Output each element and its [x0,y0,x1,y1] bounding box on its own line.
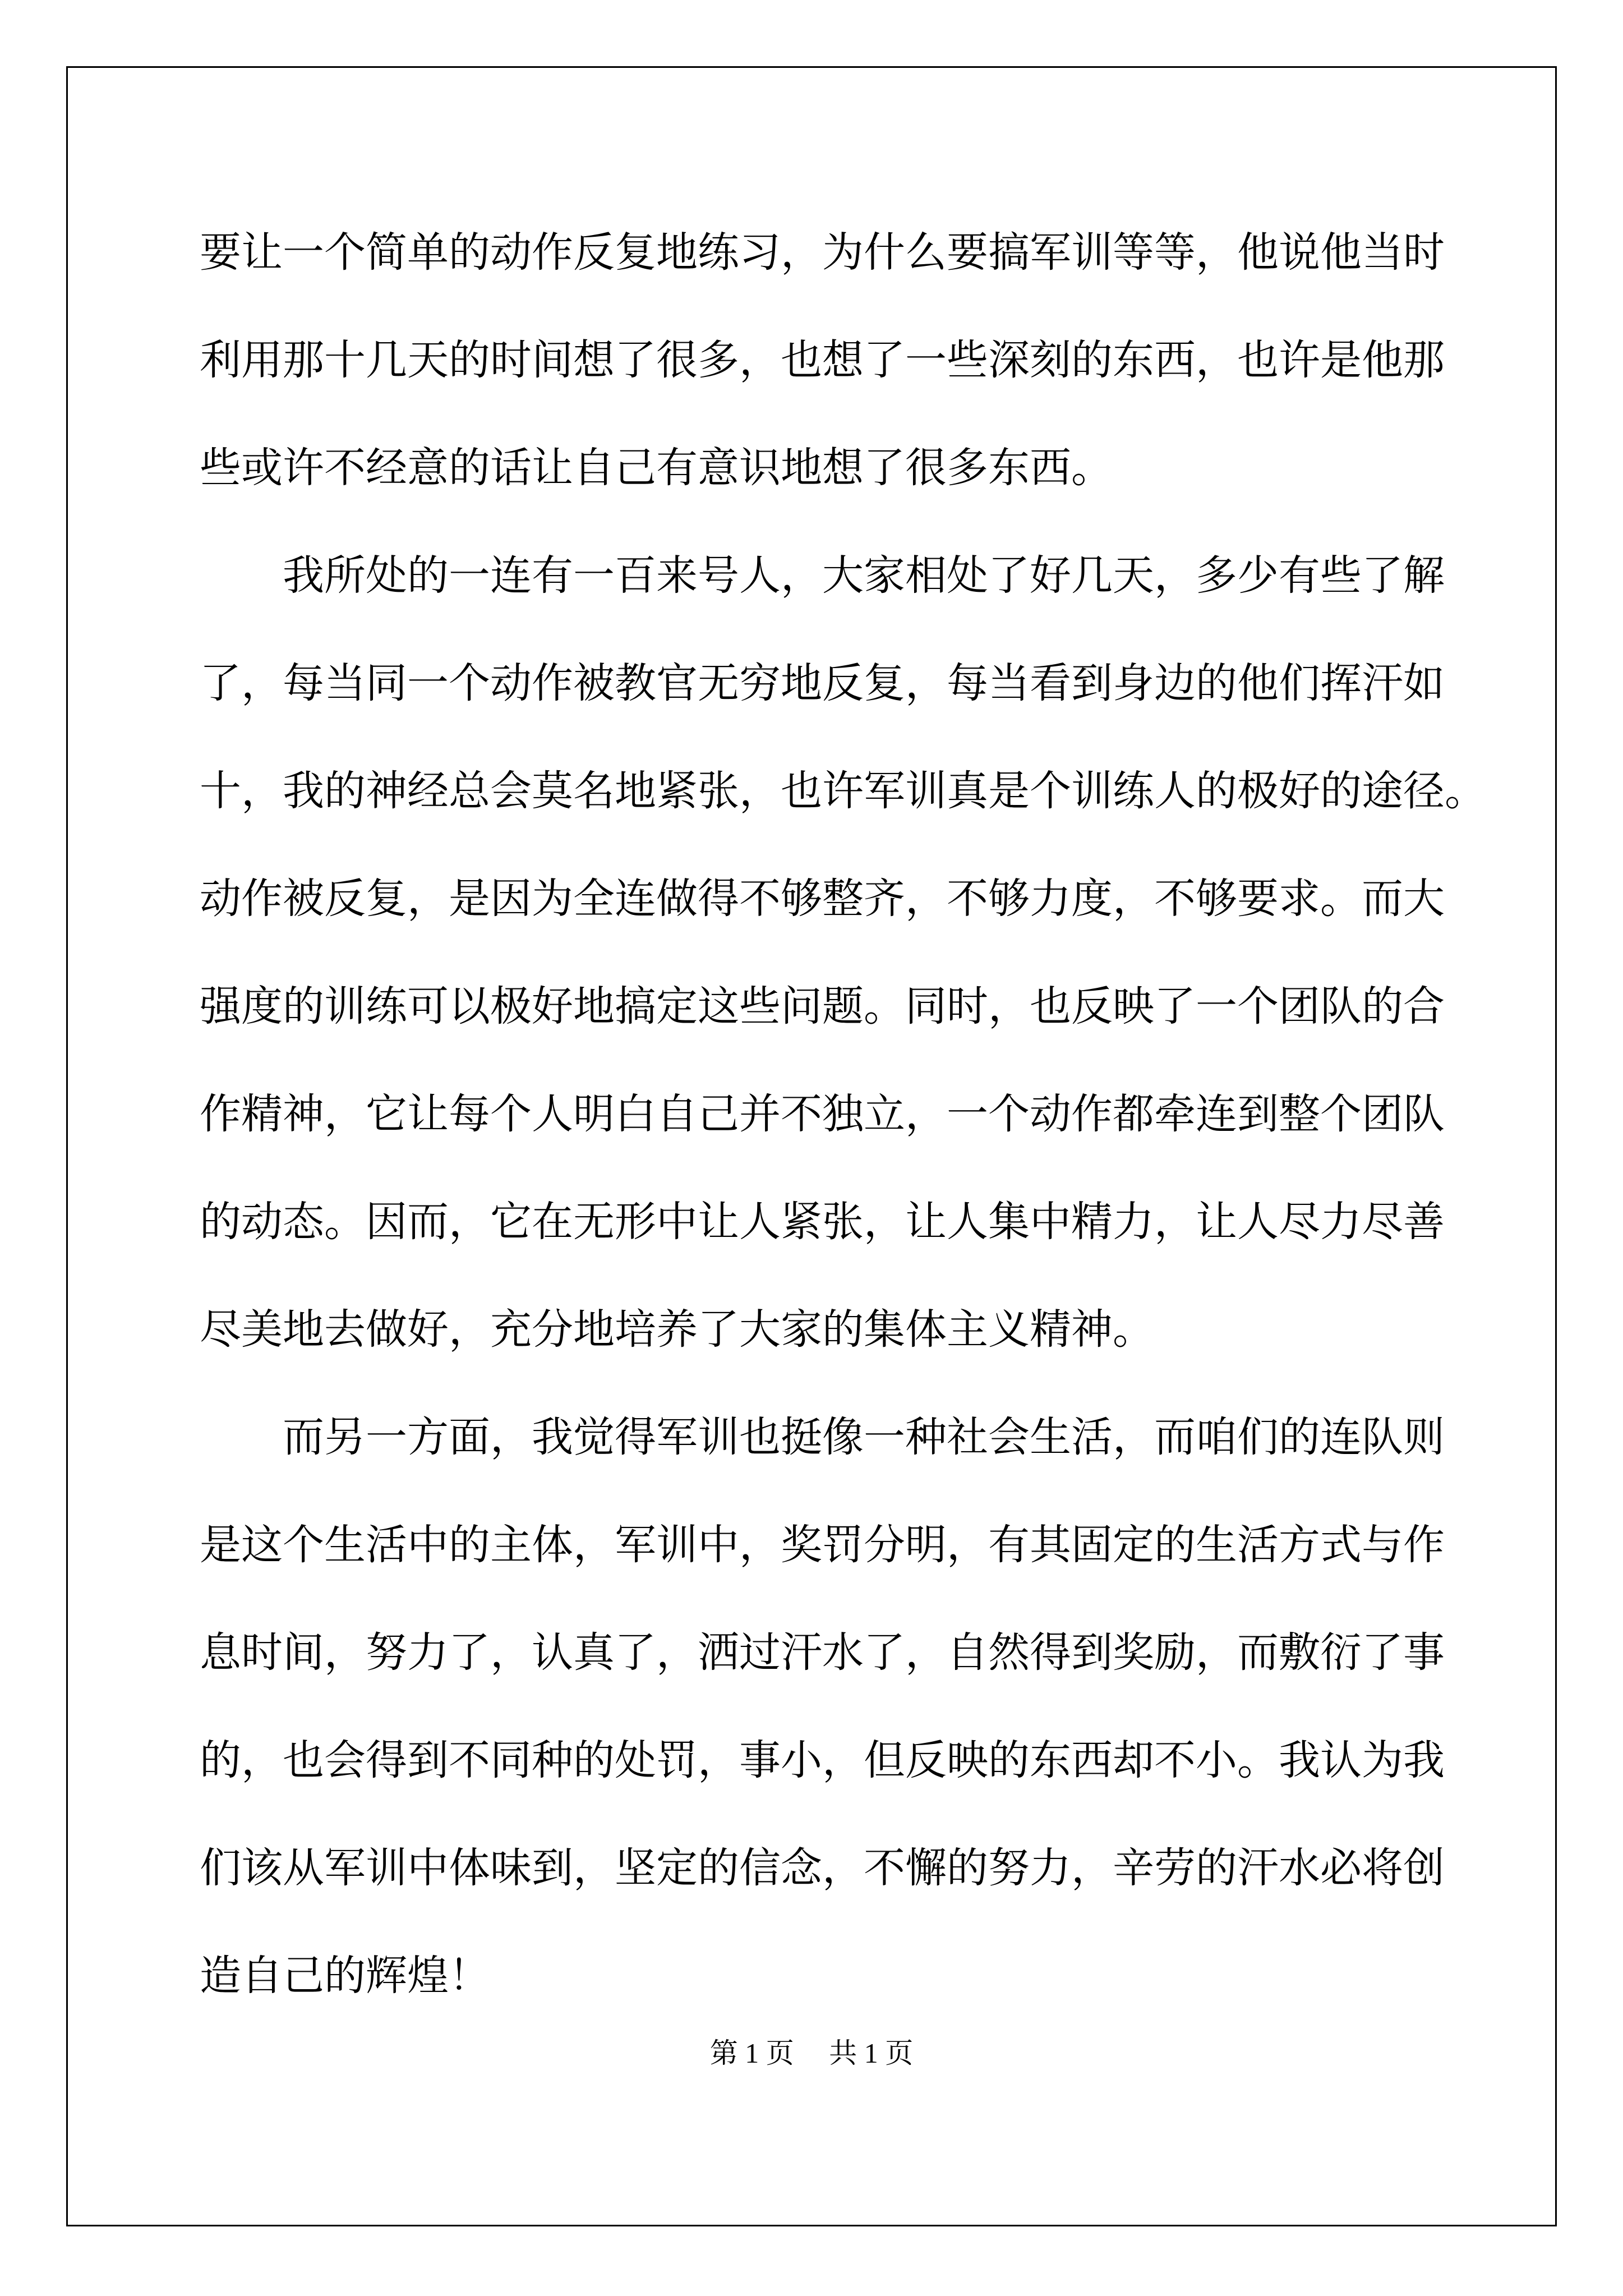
text-line: 利用那十几天的时间想了很多，也想了一些深刻的东西，也许是他那 [200,336,1445,384]
text-line: 强度的训练可以极好地搞定这些问题。同时，也反映了一个团队的合 [200,982,1445,1030]
text-line: 的，也会得到不同种的处罚，事小，但反映的东西却不小。我认为我 [200,1736,1445,1784]
page-number: 第 1 页 [709,2037,794,2069]
page-total: 共 1 页 [829,2037,914,2069]
text-line: 十，我的神经总会莫名地紧张，也许军训真是个训练人的极好的途径。 [200,767,1486,815]
text-line: 了，每当同一个动作被教官无穷地反复，每当看到身边的他们挥汗如 [200,659,1445,707]
text-line: 是这个生活中的主体，军训中，奖罚分明，有其固定的生活方式与作 [200,1521,1445,1569]
text-line: 要让一个简单的动作反复地练习，为什么要搞军训等等，他说他当时 [200,228,1445,277]
text-line: 些或许不经意的话让自己有意识地想了很多东西。 [200,444,1113,492]
body-text [200,199,1486,2030]
text-line: 而另一方面，我觉得军训也挺像一种社会生活，而咱们的连队则 [283,1413,1445,1461]
text-line: 动作被反复，是因为全连做得不够整齐，不够力度，不够要求。而大 [200,875,1445,923]
text-line: 尽美地去做好，充分地培养了大家的集体主义精神。 [200,1305,1154,1354]
text-line: 造自己的辉煌！ [200,1952,490,2000]
text-line: 我所处的一连有一百来号人，大家相处了好几天，多少有些了解 [283,551,1445,600]
text-line: 作精神，它让每个人明白自己并不独立，一个动作都牵连到整个团队 [200,1090,1445,1138]
text-line: 们该从军训中体味到，坚定的信念，不懈的努力，辛劳的汗水必将创 [200,1844,1445,1892]
text-line: 的动态。因而，它在无形中让人紧张，让人集中精力，让人尽力尽善 [200,1198,1445,1246]
text-line: 息时间，努力了，认真了，洒过汗水了，自然得到奖励，而敷衍了事 [200,1628,1445,1677]
page-footer [0,2031,1623,2071]
